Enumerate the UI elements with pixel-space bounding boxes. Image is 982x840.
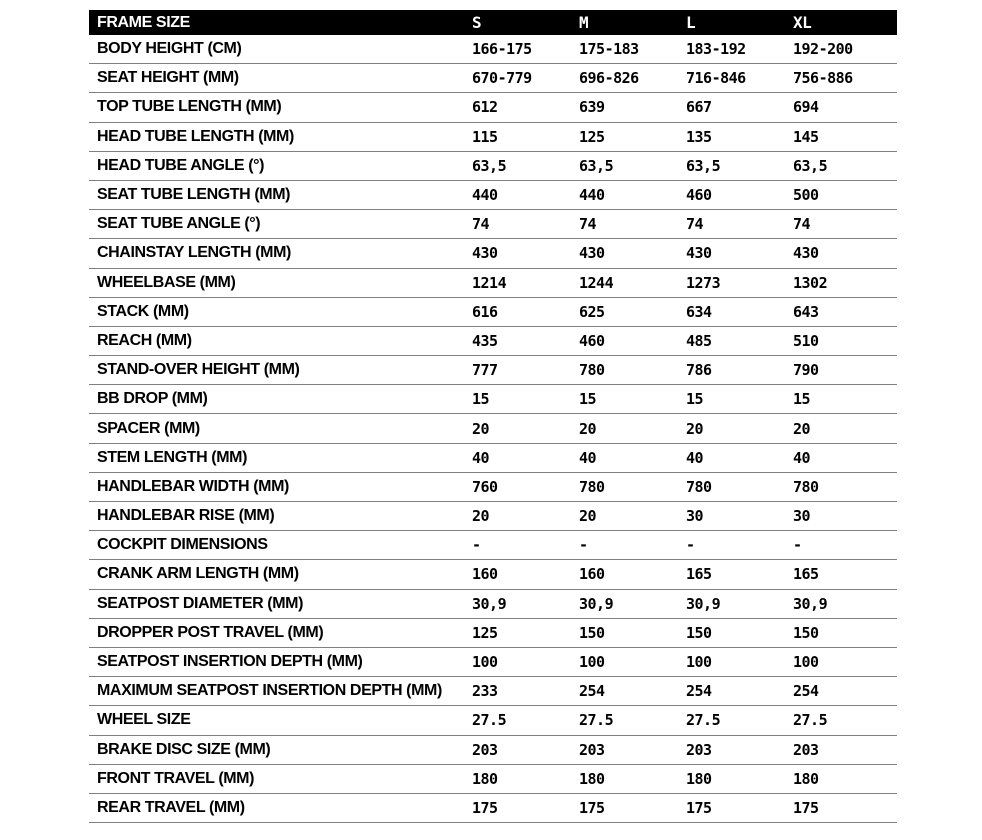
- row-label: SPACER (MM): [97, 419, 200, 437]
- row-value: 15: [472, 390, 490, 409]
- row-value: 100: [793, 653, 819, 672]
- row-label: WHEEL SIZE: [97, 711, 191, 729]
- row-value: 20: [579, 507, 597, 526]
- row-value: 625: [579, 302, 605, 321]
- row-label: CRANK ARM LENGTH (MM): [97, 565, 299, 583]
- row-value: 460: [579, 331, 605, 350]
- row-value: 100: [472, 653, 498, 672]
- column-header-size-m: M: [579, 13, 589, 32]
- row-value: 40: [579, 448, 597, 467]
- row-label: STAND-OVER HEIGHT (MM): [97, 361, 300, 379]
- row-value: 780: [793, 477, 819, 496]
- row-value: 40: [686, 448, 704, 467]
- row-value: 440: [579, 186, 605, 205]
- row-label: BB DROP (MM): [97, 390, 208, 408]
- row-value: 175: [686, 798, 712, 817]
- column-header-size-s: S: [472, 13, 482, 32]
- column-header-frame-size: FRAME SIZE: [97, 13, 190, 31]
- row-value: 780: [579, 361, 605, 380]
- row-value: 30,9: [579, 594, 614, 613]
- row-value: 74: [472, 215, 490, 234]
- row-label: BRAKE DISC SIZE (MM): [97, 740, 271, 758]
- row-label: FRONT TRAVEL (MM): [97, 769, 255, 787]
- row-label: SEATPOST INSERTION DEPTH (MM): [97, 653, 363, 671]
- table-row: [89, 473, 897, 502]
- row-value: 639: [579, 98, 605, 117]
- table-row: [89, 93, 897, 122]
- row-value: 1214: [472, 273, 507, 292]
- row-value: -: [579, 536, 588, 555]
- row-label: SEAT TUBE LENGTH (MM): [97, 186, 291, 204]
- table-row: [89, 64, 897, 93]
- row-label: HEAD TUBE ANGLE (°): [97, 156, 265, 174]
- row-value: 15: [686, 390, 704, 409]
- column-header-size-xl: XL: [793, 13, 812, 32]
- table-row: [89, 35, 897, 64]
- row-value: 15: [793, 390, 811, 409]
- row-value: 430: [472, 244, 498, 263]
- row-value: -: [793, 536, 802, 555]
- row-value: 780: [686, 477, 712, 496]
- row-value: 74: [793, 215, 811, 234]
- row-value: 30: [793, 507, 811, 526]
- row-value: 20: [793, 419, 811, 438]
- row-label: REACH (MM): [97, 331, 192, 349]
- row-value: 100: [686, 653, 712, 672]
- table-row: [89, 619, 897, 648]
- table-row: [89, 648, 897, 677]
- row-label: SEATPOST DIAMETER (MM): [97, 594, 304, 612]
- table-body: [89, 35, 897, 823]
- row-value: 40: [472, 448, 490, 467]
- row-value: 74: [686, 215, 704, 234]
- row-label: HANDLEBAR WIDTH (MM): [97, 477, 289, 495]
- row-value: 203: [793, 740, 819, 759]
- row-value: 166-175: [472, 40, 532, 59]
- table-row: [89, 327, 897, 356]
- row-value: 150: [579, 623, 605, 642]
- row-value: 100: [579, 653, 605, 672]
- row-label: HEAD TUBE LENGTH (MM): [97, 127, 294, 145]
- row-value: 643: [793, 302, 819, 321]
- row-value: 1302: [793, 273, 828, 292]
- row-value: 500: [793, 186, 819, 205]
- row-label: TOP TUBE LENGTH (MM): [97, 98, 282, 116]
- row-value: 667: [686, 98, 712, 117]
- row-value: 27.5: [793, 711, 828, 730]
- table-row: [89, 298, 897, 327]
- table-row: [89, 210, 897, 239]
- row-value: 115: [472, 127, 498, 146]
- row-value: 63,5: [793, 156, 828, 175]
- row-label: COCKPIT DIMENSIONS: [97, 536, 268, 554]
- row-value: 20: [472, 419, 490, 438]
- row-value: 430: [686, 244, 712, 263]
- row-value: 254: [579, 682, 605, 701]
- row-value: 460: [686, 186, 712, 205]
- table-row: [89, 444, 897, 473]
- row-label: DROPPER POST TRAVEL (MM): [97, 623, 324, 641]
- row-label: HANDLEBAR RISE (MM): [97, 507, 275, 525]
- row-value: 135: [686, 127, 712, 146]
- row-value: 612: [472, 98, 498, 117]
- row-label: MAXIMUM SEATPOST INSERTION DEPTH (MM): [97, 682, 442, 700]
- row-value: 150: [793, 623, 819, 642]
- row-value: 430: [579, 244, 605, 263]
- row-value: 756-886: [793, 69, 853, 88]
- row-value: 430: [793, 244, 819, 263]
- row-value: 485: [686, 331, 712, 350]
- row-value: 165: [686, 565, 712, 584]
- row-value: 670-779: [472, 69, 532, 88]
- row-value: 634: [686, 302, 712, 321]
- row-value: 760: [472, 477, 498, 496]
- row-value: 125: [579, 127, 605, 146]
- row-value: 63,5: [579, 156, 614, 175]
- row-value: -: [472, 536, 481, 555]
- row-value: 192-200: [793, 40, 853, 59]
- row-label: WHEELBASE (MM): [97, 273, 236, 291]
- row-value: 716-846: [686, 69, 746, 88]
- table-row: [89, 356, 897, 385]
- row-label: SEAT HEIGHT (MM): [97, 69, 239, 87]
- row-value: 30,9: [686, 594, 721, 613]
- table-row: [89, 590, 897, 619]
- row-value: 15: [579, 390, 597, 409]
- row-value: 27.5: [686, 711, 721, 730]
- geometry-table: [89, 10, 897, 823]
- row-value: 1273: [686, 273, 721, 292]
- row-value: 435: [472, 331, 498, 350]
- row-value: 180: [472, 769, 498, 788]
- row-value: 63,5: [686, 156, 721, 175]
- row-value: 27.5: [579, 711, 614, 730]
- row-value: 150: [686, 623, 712, 642]
- row-value: 616: [472, 302, 498, 321]
- row-value: 40: [793, 448, 811, 467]
- row-value: 203: [472, 740, 498, 759]
- row-value: 160: [472, 565, 498, 584]
- row-label: REAR TRAVEL (MM): [97, 798, 245, 816]
- row-value: 233: [472, 682, 498, 701]
- row-value: 175: [793, 798, 819, 817]
- row-label: BODY HEIGHT (CM): [97, 40, 242, 58]
- row-label: STACK (MM): [97, 302, 189, 320]
- row-label: SEAT TUBE ANGLE (°): [97, 215, 261, 233]
- row-value: 790: [793, 361, 819, 380]
- row-label: CHAINSTAY LENGTH (MM): [97, 244, 291, 262]
- table-row: [89, 239, 897, 268]
- row-value: 30: [686, 507, 704, 526]
- table-row: [89, 269, 897, 298]
- row-value: 74: [579, 215, 597, 234]
- row-value: 780: [579, 477, 605, 496]
- table-row: [89, 152, 897, 181]
- row-value: 180: [793, 769, 819, 788]
- table-row: [89, 677, 897, 706]
- row-value: 30,9: [472, 594, 507, 613]
- table-row: [89, 765, 897, 794]
- row-value: 125: [472, 623, 498, 642]
- table-row: [89, 123, 897, 152]
- row-value: 20: [472, 507, 490, 526]
- table-row: [89, 531, 897, 560]
- table-row: [89, 502, 897, 531]
- row-value: 786: [686, 361, 712, 380]
- row-value: 440: [472, 186, 498, 205]
- table-row: [89, 181, 897, 210]
- row-value: 1244: [579, 273, 614, 292]
- row-value: 20: [579, 419, 597, 438]
- row-value: 183-192: [686, 40, 746, 59]
- row-value: 145: [793, 127, 819, 146]
- column-header-size-l: L: [686, 13, 696, 32]
- row-value: 777: [472, 361, 498, 380]
- row-value: 175: [472, 798, 498, 817]
- row-value: 165: [793, 565, 819, 584]
- row-value: 175: [579, 798, 605, 817]
- row-label: STEM LENGTH (MM): [97, 448, 248, 466]
- table-header-row: [89, 10, 897, 35]
- row-value: 63,5: [472, 156, 507, 175]
- table-row: [89, 736, 897, 765]
- row-value: 510: [793, 331, 819, 350]
- row-value: 696-826: [579, 69, 639, 88]
- row-value: 254: [793, 682, 819, 701]
- row-value: 175-183: [579, 40, 639, 59]
- row-value: 20: [686, 419, 704, 438]
- table-row: [89, 706, 897, 735]
- row-value: 27.5: [472, 711, 507, 730]
- table-row: [89, 794, 897, 823]
- table-row: [89, 560, 897, 589]
- table-row: [89, 414, 897, 443]
- row-value: 180: [579, 769, 605, 788]
- row-value: 30,9: [793, 594, 828, 613]
- row-value: 254: [686, 682, 712, 701]
- table-row: [89, 385, 897, 414]
- row-value: 160: [579, 565, 605, 584]
- row-value: 203: [686, 740, 712, 759]
- row-value: 694: [793, 98, 819, 117]
- row-value: -: [686, 536, 695, 555]
- row-value: 203: [579, 740, 605, 759]
- row-value: 180: [686, 769, 712, 788]
